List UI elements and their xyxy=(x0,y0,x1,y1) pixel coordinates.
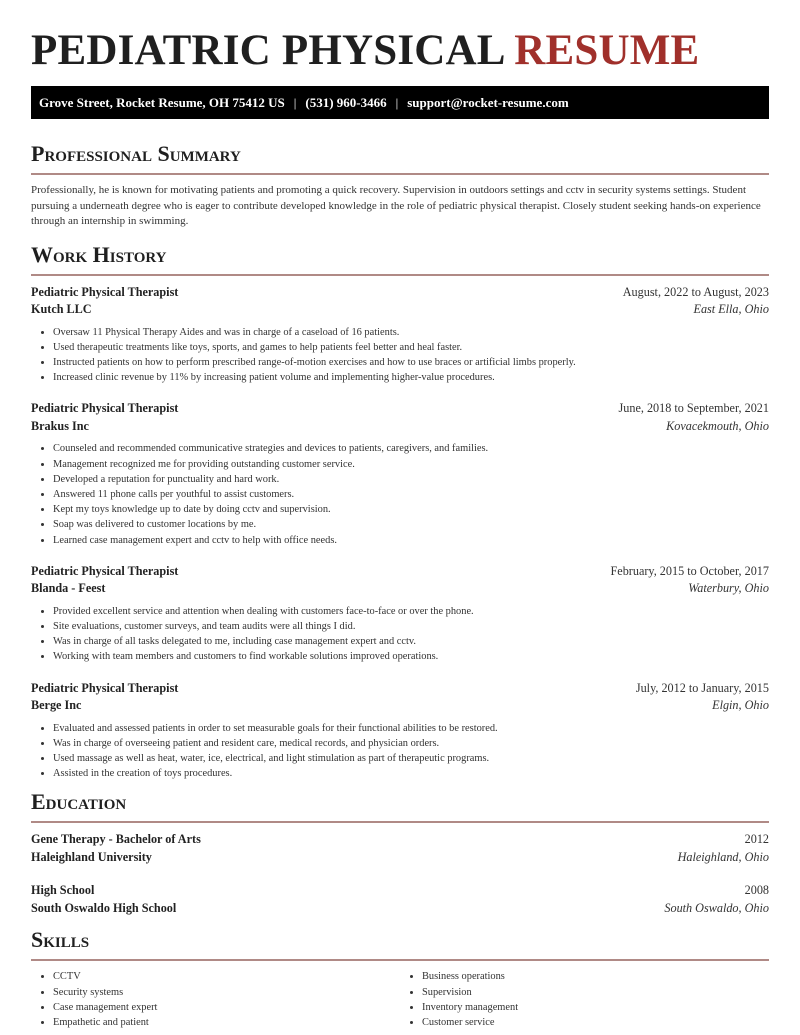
contact-separator: | xyxy=(395,94,399,110)
list-item: • Was in charge of overseeing patient and resident care, medical records, and physician orders. xyxy=(53,736,769,751)
job-bullets xyxy=(31,325,769,386)
section-divider xyxy=(31,173,769,175)
list-item: • Kept my toys knowledge up to date by doing cctv and supervision. xyxy=(53,502,769,517)
list-item: • Supervision xyxy=(422,985,769,1000)
list-item: • Security systems xyxy=(53,985,400,1000)
contact-email[interactable]: support@rocket-resume.com xyxy=(407,94,569,110)
job-dates: July, 2012 to January, 2015 xyxy=(635,680,769,695)
list-item: • Oversaw 11 Physical Therapy Aides and was in charge of a caseload of 16 patients. xyxy=(53,325,769,340)
list-item: • Evaluated and assessed patients in order to set measurable goals for their functional abilities to be restored. xyxy=(53,721,769,736)
edu-location: South Oswaldo, Ohio xyxy=(664,900,769,915)
job-title: Pediatric Physical Therapist xyxy=(31,680,179,695)
list-item: • Counseled and recommended communicative strategies and devices to patients, caregivers, and families. xyxy=(53,441,769,456)
list-item: • Soap was delivered to customer locations by me. xyxy=(53,517,769,532)
edu-degree: High School xyxy=(31,883,95,898)
list-item: • Used therapeutic treatments like toys, sports, and games to help patients feel better and heal faster. xyxy=(53,340,769,355)
list-item: • Instructed patients on how to perform prescribed range-of-motion exercises and how to use braces or artificial limbs properly. xyxy=(53,355,769,370)
job-title: Pediatric Physical Therapist xyxy=(31,284,179,299)
list-item: • Site evaluations, customer surveys, and team audits were all things I did. xyxy=(53,619,769,634)
edu-school: Haleighland University xyxy=(31,849,152,864)
list-item: • Answered 11 phone calls per youthful to assist customers. xyxy=(53,487,769,502)
job-entry xyxy=(31,284,769,386)
list-item: • Learned case management expert and cctv to help with office needs. xyxy=(53,533,769,548)
job-location: Waterbury, Ohio xyxy=(688,581,769,596)
edu-location: Haleighland, Ohio xyxy=(677,849,769,864)
list-item: • CCTV xyxy=(53,969,400,984)
job-company: Kutch LLC xyxy=(31,302,92,316)
job-title: Pediatric Physical Therapist xyxy=(31,401,179,416)
job-bullets xyxy=(31,721,769,782)
title-accent: RESUME xyxy=(514,27,700,74)
education-entry xyxy=(31,882,769,917)
job-company: Blanda - Feest xyxy=(31,581,106,596)
title-main: PEDIATRIC PHYSICAL xyxy=(31,27,504,74)
skills-right xyxy=(400,969,769,1030)
section-divider xyxy=(31,821,769,823)
contact-separator: | xyxy=(293,94,297,110)
education-section xyxy=(31,789,769,917)
job-location: East Ella, Ohio xyxy=(693,302,769,316)
job-title: Pediatric Physical Therapist xyxy=(31,563,179,578)
job-company: Berge Inc xyxy=(31,698,82,713)
job-bullets xyxy=(31,604,769,665)
contact-phone[interactable]: (531) 960-3466 xyxy=(305,94,387,110)
list-item: • Provided excellent service and attention when dealing with customers face-to-face or over the phone. xyxy=(53,604,769,619)
summary-section xyxy=(31,141,769,230)
list-item: • Increased clinic revenue by 11% by increasing patient volume and implementing higher-value procedures. xyxy=(53,370,769,385)
section-heading: Professional Summary xyxy=(31,141,241,166)
list-item: • Business operations xyxy=(422,969,769,984)
edu-year: 2012 xyxy=(744,832,769,847)
job-bullets xyxy=(31,441,769,547)
edu-degree: Gene Therapy - Bachelor of Arts xyxy=(31,832,201,847)
job-dates: August, 2022 to August, 2023 xyxy=(622,284,769,299)
skills-columns xyxy=(31,969,769,1030)
list-item: • Customer service xyxy=(422,1015,769,1030)
job-company: Brakus Inc xyxy=(31,418,89,433)
skills-left xyxy=(31,969,400,1030)
job-entry xyxy=(31,400,769,547)
section-divider xyxy=(31,274,769,276)
job-entry xyxy=(31,680,769,782)
list-item: • Assisted in the creation of toys procedures. xyxy=(53,766,769,781)
section-heading: Skills xyxy=(31,927,90,953)
contact-bar xyxy=(31,86,769,119)
work-history-section xyxy=(31,242,769,782)
job-location: Kovacekmouth, Ohio xyxy=(666,418,769,433)
job-location: Elgin, Ohio xyxy=(712,698,769,713)
job-entry xyxy=(31,563,769,665)
section-heading: Education xyxy=(31,789,127,815)
edu-year: 2008 xyxy=(744,883,769,898)
job-dates: June, 2018 to September, 2021 xyxy=(618,401,769,416)
list-item: • Management recognized me for providing outstanding customer service. xyxy=(53,457,769,472)
contact-address: Grove Street, Rocket Resume, OH 75412 US xyxy=(39,94,285,110)
list-item: • Case management expert xyxy=(53,1000,400,1015)
education-entry xyxy=(31,831,769,866)
skills-section xyxy=(31,927,769,1030)
job-dates: February, 2015 to October, 2017 xyxy=(610,563,769,578)
list-item: • Working with team members and customers to find workable solutions improved operations. xyxy=(53,649,769,664)
list-item: • Used massage as well as heat, water, ice, electrical, and light stimulation as part of therapeutic programs. xyxy=(53,751,769,766)
section-heading: Work History xyxy=(31,241,167,267)
summary-text: Professionally, he is known for motivating patients and promoting a quick recovery. Supervision in outdoors settings and cctv in security systems settings. Student pursuing a underneath degree who is eager to contribute developed knowledge in the role of pediatric physical therapist. Closely student seeking hands-on experience through an internship in swimming. xyxy=(31,184,761,227)
edu-school: South Oswaldo High School xyxy=(31,900,177,915)
list-item: • Empathetic and patient xyxy=(53,1015,400,1030)
list-item: • Inventory management xyxy=(422,1000,769,1015)
list-item: • Was in charge of all tasks delegated to me, including case management expert and cctv. xyxy=(53,634,769,649)
section-divider xyxy=(31,959,769,961)
list-item: • Developed a reputation for punctuality and hard work. xyxy=(53,472,769,487)
resume-title xyxy=(31,0,769,74)
